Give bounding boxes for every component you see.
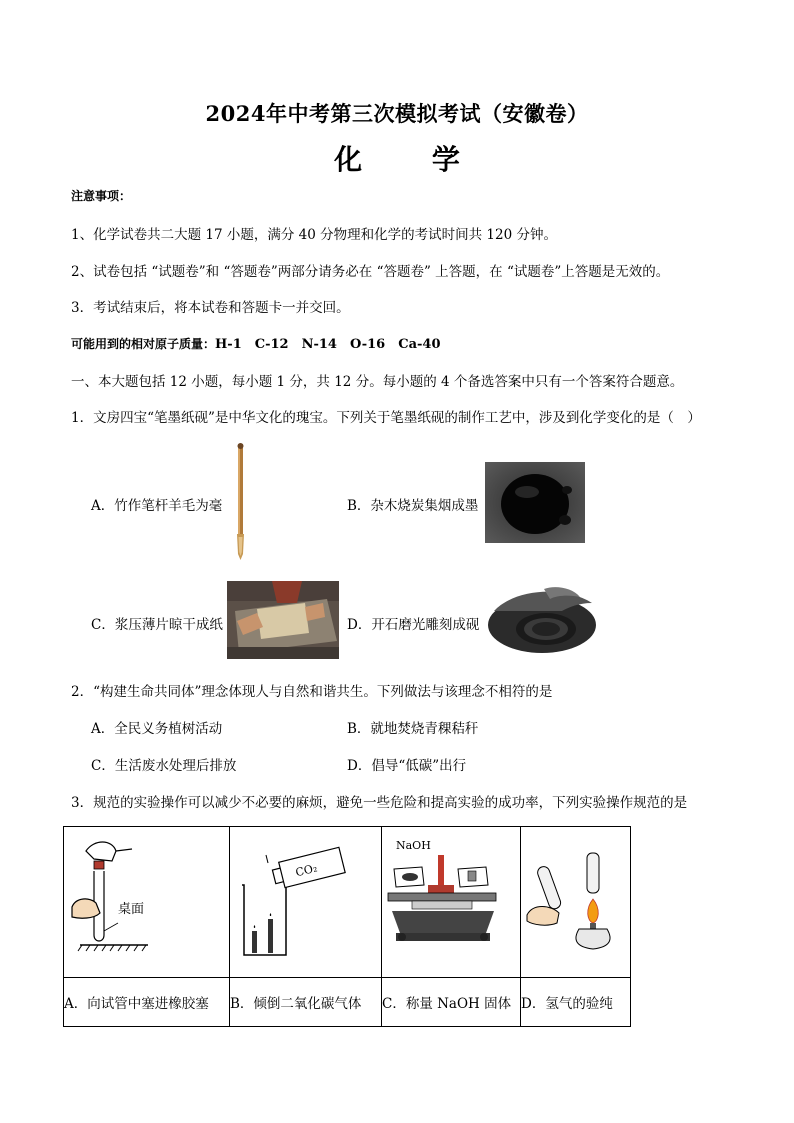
q3-option-c: C．称量 NaOH 固体 xyxy=(382,978,521,1027)
inkstone-image xyxy=(484,581,597,659)
q3-option-a: A．向试管中塞进橡胶塞 xyxy=(64,978,230,1027)
q1-option-c: C．浆压薄片晾干成纸 xyxy=(91,617,223,633)
q2-stem: 2．“构建生命共同体”理念体现人与自然和谐共生。下列做法与该理念不相符的是 xyxy=(71,684,553,700)
q2-option-b: B．就地焚烧青稞秸秆 xyxy=(347,721,479,737)
hydrogen-purity-figure xyxy=(521,827,630,973)
q1-option-a: A．竹作笔杆羊毛为毫 xyxy=(91,498,223,514)
paper-making-image xyxy=(227,581,339,659)
q3-option-d: D．氢气的验纯 xyxy=(521,978,631,1027)
naoh-label: NaOH xyxy=(396,839,431,852)
q1-stem: 1．文房四宝“笔墨纸砚”是中华文化的瑰宝。下列关于笔墨纸砚的制作工艺中，涉及到化学变化的是（ ） xyxy=(71,410,701,426)
notice-item-1: 1、化学试卷共二大题 17 小题，满分 40 分物理和化学的考试时间共 120 分钟。 xyxy=(71,227,557,243)
figure-d-cell xyxy=(521,827,631,978)
notice-item-2: 2、试卷包括 “试题卷”和 “答题卷”两部分请务必在 “答题卷” 上答题，在 “试题卷”上答题是无效的。 xyxy=(71,264,670,280)
q3-stem: 3．规范的实验操作可以减少不必要的麻烦，避免一些危险和提高实验的成功率，下列实验操作规范的是 xyxy=(71,795,688,811)
co2-label: CO₂ xyxy=(294,861,319,880)
exam-title: 2024年中考第三次模拟考试（安徽卷） xyxy=(205,101,589,126)
desk-label: 桌面 xyxy=(118,902,145,917)
figure-a-cell xyxy=(64,827,230,978)
subject-title: 化 学 xyxy=(334,143,490,176)
brush-image xyxy=(228,442,252,562)
ink-image xyxy=(485,462,585,543)
figure-c-cell xyxy=(382,827,521,978)
q1-option-d: D．开石磨光雕刻成砚 xyxy=(347,617,480,633)
atomic-mass-line xyxy=(71,333,441,352)
q3-figure-table xyxy=(63,826,631,1027)
q2-option-c: C．生活废水处理后排放 xyxy=(91,758,237,774)
notice-heading: 注意事项： xyxy=(71,189,132,203)
pour-co2-figure xyxy=(230,827,381,973)
q1-option-b: B．杂木烧炭集烟成墨 xyxy=(347,498,479,514)
test-tube-stopper-figure xyxy=(64,827,229,973)
q3-option-b: B．倾倒二氧化碳气体 xyxy=(230,978,382,1027)
q2-option-d: D．倡导“低碳”出行 xyxy=(347,758,467,774)
balance-weighing-figure xyxy=(382,827,520,973)
section-instruction: 一、本大题包括 12 小题，每小题 1 分，共 12 分。每小题的 4 个备选答案中只有一个答案符合题意。 xyxy=(71,374,684,390)
notice-item-3: 3．考试结束后，将本试卷和答题卡一并交回。 xyxy=(71,300,350,316)
q2-option-a: A．全民义务植树活动 xyxy=(91,721,223,737)
figure-b-cell xyxy=(230,827,382,978)
atomic-mass-label: 可能用到的相对原子质量： xyxy=(71,337,216,351)
atomic-mass-values: H-1 C-12 N-14 O-16 Ca-40 xyxy=(215,337,441,352)
